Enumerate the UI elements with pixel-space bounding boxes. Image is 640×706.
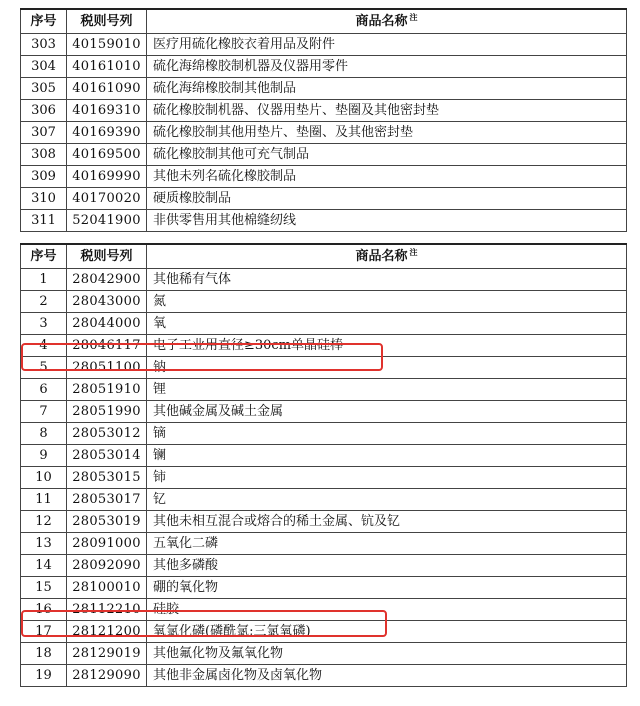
row-serial-no: 305 — [21, 78, 67, 100]
row-product-name: 电子工业用直径≥30cm单晶硅棒 — [147, 335, 627, 357]
table-row — [21, 665, 627, 687]
row-product-name: 镝 — [147, 423, 627, 445]
header-tariff-code: 税则号列 — [67, 244, 147, 269]
row-tariff-code: 28044000 — [67, 313, 147, 335]
row-product-name: 其他碱金属及碱土金属 — [147, 401, 627, 423]
header-serial-no: 序号 — [21, 9, 67, 34]
row-product-name: 其他稀有气体 — [147, 269, 627, 291]
row-product-name: 其他未相互混合或熔合的稀土金属、钪及钇 — [147, 511, 627, 533]
row-tariff-code: 28053012 — [67, 423, 147, 445]
row-serial-no: 309 — [21, 166, 67, 188]
table-row — [21, 511, 627, 533]
table-row — [21, 269, 627, 291]
row-serial-no: 18 — [21, 643, 67, 665]
row-tariff-code: 28112210 — [67, 599, 147, 621]
row-tariff-code: 40161090 — [67, 78, 147, 100]
row-serial-no: 308 — [21, 144, 67, 166]
row-serial-no: 19 — [21, 665, 67, 687]
table-row — [21, 643, 627, 665]
table-row — [21, 577, 627, 599]
row-tariff-code: 28051990 — [67, 401, 147, 423]
row-tariff-code: 40169310 — [67, 100, 147, 122]
row-product-name: 硫化橡胶制其他可充气制品 — [147, 144, 627, 166]
row-product-name: 其他多磷酸 — [147, 555, 627, 577]
row-tariff-code: 40159010 — [67, 34, 147, 56]
row-tariff-code: 40161010 — [67, 56, 147, 78]
row-tariff-code: 28092090 — [67, 555, 147, 577]
row-tariff-code: 28051100 — [67, 357, 147, 379]
table-row — [21, 210, 627, 232]
table-row — [21, 445, 627, 467]
row-product-name: 硅胶 — [147, 599, 627, 621]
table-row — [21, 533, 627, 555]
table-row — [21, 401, 627, 423]
table-header-row — [21, 9, 627, 34]
table-row — [21, 489, 627, 511]
row-product-name: 氮 — [147, 291, 627, 313]
row-product-name: 锂 — [147, 379, 627, 401]
row-product-name: 硫化海绵橡胶制机器及仪器用零件 — [147, 56, 627, 78]
table-row — [21, 313, 627, 335]
row-serial-no: 4 — [21, 335, 67, 357]
row-product-name: 硼的氧化物 — [147, 577, 627, 599]
row-tariff-code: 28091000 — [67, 533, 147, 555]
table-row — [21, 34, 627, 56]
row-product-name: 硬质橡胶制品 — [147, 188, 627, 210]
row-serial-no: 15 — [21, 577, 67, 599]
row-serial-no: 10 — [21, 467, 67, 489]
row-tariff-code: 28129019 — [67, 643, 147, 665]
row-product-name: 铈 — [147, 467, 627, 489]
table-row — [21, 555, 627, 577]
table-row — [21, 423, 627, 445]
header-product-name-label: 商品名称 — [355, 14, 408, 29]
row-tariff-code: 28121200 — [67, 621, 147, 643]
row-serial-no: 14 — [21, 555, 67, 577]
tariff-table-continued — [20, 8, 627, 232]
row-serial-no: 3 — [21, 313, 67, 335]
row-product-name: 硫化橡胶制机器、仪器用垫片、垫圈及其他密封垫 — [147, 100, 627, 122]
row-tariff-code: 28042900 — [67, 269, 147, 291]
row-serial-no: 11 — [21, 489, 67, 511]
row-serial-no: 311 — [21, 210, 67, 232]
row-serial-no: 8 — [21, 423, 67, 445]
row-serial-no: 310 — [21, 188, 67, 210]
row-tariff-code: 28053014 — [67, 445, 147, 467]
row-serial-no: 5 — [21, 357, 67, 379]
row-product-name: 氧氯化磷(磷酰氯;三氯氧磷) — [147, 621, 627, 643]
row-tariff-code: 40169990 — [67, 166, 147, 188]
row-product-name: 其他氟化物及氟氧化物 — [147, 643, 627, 665]
row-serial-no: 304 — [21, 56, 67, 78]
table-row — [21, 291, 627, 313]
highlight-box-row-16 — [21, 610, 387, 637]
row-product-name: 硫化海绵橡胶制其他制品 — [147, 78, 627, 100]
highlight-box-row-4 — [21, 343, 383, 371]
row-product-name: 医疗用硫化橡胶衣着用品及附件 — [147, 34, 627, 56]
header-serial-no: 序号 — [21, 244, 67, 269]
row-serial-no: 2 — [21, 291, 67, 313]
row-tariff-code: 28043000 — [67, 291, 147, 313]
table-body — [21, 34, 627, 232]
table-row — [21, 467, 627, 489]
row-serial-no: 17 — [21, 621, 67, 643]
row-product-name: 五氧化二磷 — [147, 533, 627, 555]
row-serial-no: 7 — [21, 401, 67, 423]
row-serial-no: 306 — [21, 100, 67, 122]
row-tariff-code: 28129090 — [67, 665, 147, 687]
row-product-name: 非供零售用其他棉缝纫线 — [147, 210, 627, 232]
row-product-name: 硫化橡胶制其他用垫片、垫圈、及其他密封垫 — [147, 122, 627, 144]
row-tariff-code: 40169500 — [67, 144, 147, 166]
row-serial-no: 1 — [21, 269, 67, 291]
header-note-mark: 注 — [409, 246, 418, 257]
row-tariff-code: 28053015 — [67, 467, 147, 489]
header-tariff-code: 税则号列 — [67, 9, 147, 34]
header-product-name — [147, 244, 627, 269]
row-tariff-code: 28100010 — [67, 577, 147, 599]
row-tariff-code: 28046117 — [67, 335, 147, 357]
row-serial-no: 13 — [21, 533, 67, 555]
header-note-mark: 注 — [409, 11, 418, 22]
table-row — [21, 188, 627, 210]
row-product-name: 钇 — [147, 489, 627, 511]
row-product-name: 镧 — [147, 445, 627, 467]
row-serial-no: 16 — [21, 599, 67, 621]
row-tariff-code: 28051910 — [67, 379, 147, 401]
table-row — [21, 144, 627, 166]
row-product-name: 其他非金属卤化物及卤氧化物 — [147, 665, 627, 687]
table-row — [21, 56, 627, 78]
table-row — [21, 100, 627, 122]
table-row — [21, 166, 627, 188]
row-tariff-code: 28053019 — [67, 511, 147, 533]
table-row — [21, 379, 627, 401]
row-serial-no: 9 — [21, 445, 67, 467]
row-tariff-code: 40169390 — [67, 122, 147, 144]
header-product-name-label: 商品名称 — [355, 249, 408, 264]
table-row — [21, 122, 627, 144]
row-serial-no: 307 — [21, 122, 67, 144]
row-product-name: 其他未列名硫化橡胶制品 — [147, 166, 627, 188]
row-serial-no: 6 — [21, 379, 67, 401]
row-product-name: 钠 — [147, 357, 627, 379]
row-tariff-code: 40170020 — [67, 188, 147, 210]
table-row — [21, 78, 627, 100]
row-tariff-code: 52041900 — [67, 210, 147, 232]
row-tariff-code: 28053017 — [67, 489, 147, 511]
row-serial-no: 12 — [21, 511, 67, 533]
row-serial-no: 303 — [21, 34, 67, 56]
table-header-row — [21, 244, 627, 269]
header-product-name — [147, 9, 627, 34]
row-product-name: 氧 — [147, 313, 627, 335]
